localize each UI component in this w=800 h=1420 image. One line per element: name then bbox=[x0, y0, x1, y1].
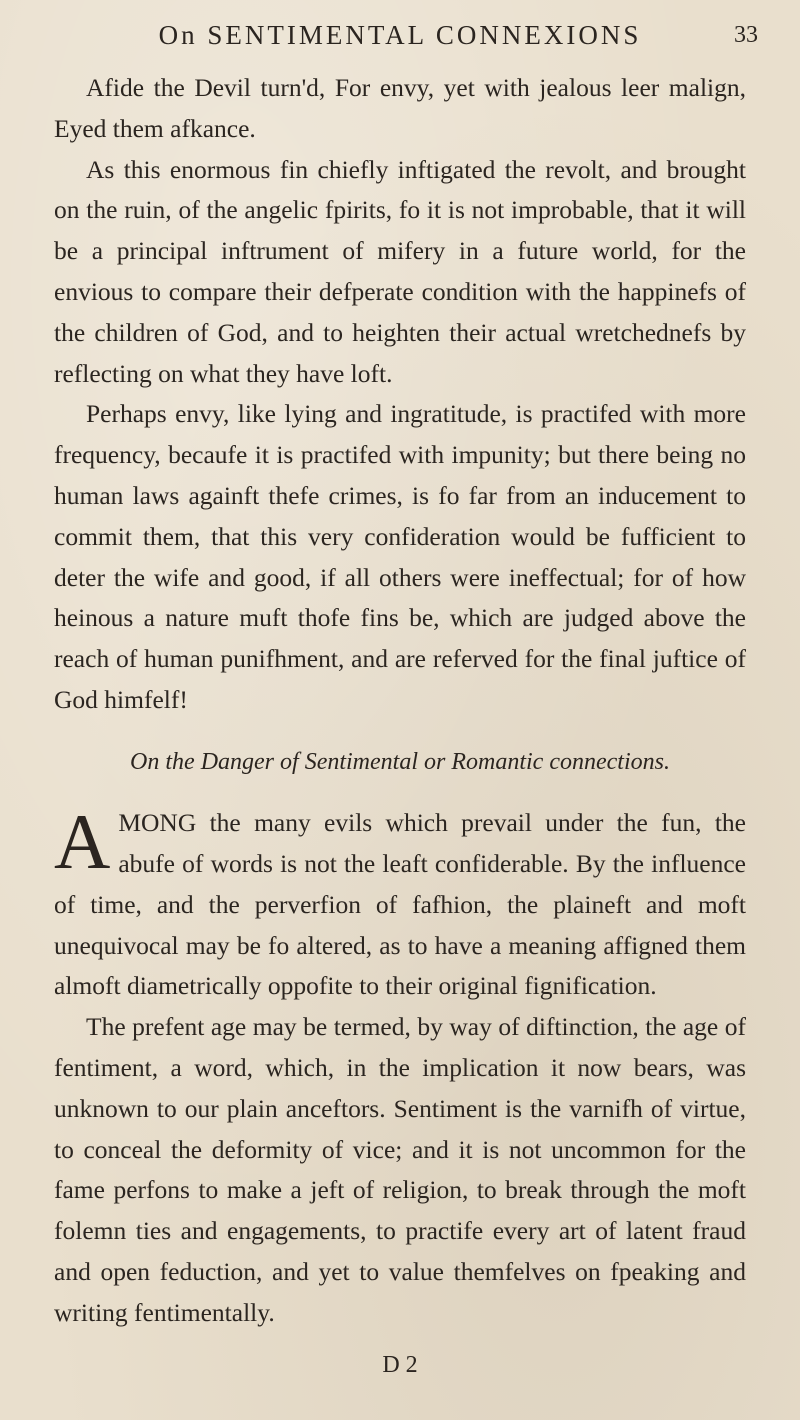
quotation: Afide the Devil turn'd, For envy, yet with jealous leer malign, Eyed them afkance. bbox=[54, 73, 746, 143]
paragraph-envy-revolt: As this enormous fin chiefly inftigated the revolt, and brought on the ruin, of the angelic fpirits, fo it is not improbable, that it will be a principal inftrument of mifery in a future world, for the envious to compare their defperate condition with the happinefs of the children of God, and to heighten their actual wretchednefs by reflecting on what they have loft. bbox=[54, 154, 746, 388]
paragraph-abuse-of-words-text: MONG the many evils which prevail under the fun, the abufe of words is not the leaft confiderable. By the influence of time, and the perverfion of fafhion, the plaineft and moft unequivocal may be fo altered, as to have a meaning affigned them almoft diametrically oppofite to their original fignification. bbox=[54, 808, 746, 1001]
paragraph-abuse-of-words bbox=[54, 798, 746, 1007]
paragraph-age-of-sentiment: The prefent age may be termed, by way of diftinction, the age of fentiment, a word, which, in the implication it now bears, was unknown to our plain anceftors. Sentiment is the varnifh of virtue, to conceal the deformity of vice; and it is not uncommon for the fame perfons to make a jeft of religion, to break through the moft folemn ties and engagements, to practife every art of latent fraud and open feduction, and yet to value themfelves on fpeaking and writing fentimentally. bbox=[54, 1012, 746, 1327]
drop-cap: A bbox=[54, 798, 111, 886]
signature-mark: D 2 bbox=[382, 1352, 418, 1378]
page-content bbox=[54, 68, 746, 1334]
running-head bbox=[36, 14, 764, 54]
page-number: 33 bbox=[734, 22, 758, 48]
paragraph-envy-impunity: Perhaps envy, like lying and ingratitude, is practifed with more frequency, becaufe it is practifed with impunity; but there being no human laws againft thefe crimes, is fo far from an inducement to commit them, that this very confideration would be fufficient to deter the wife and good, if all others were ineffectual; for of how heinous a nature muft thofe fins be, which are judged above the reach of human punifhment, and are referved for the final juftice of God himfelf! bbox=[54, 399, 746, 714]
running-title: On SENTIMENTAL CONNEXIONS bbox=[158, 20, 642, 50]
section-heading: On the Danger of Sentimental or Romantic connections. bbox=[130, 748, 670, 775]
